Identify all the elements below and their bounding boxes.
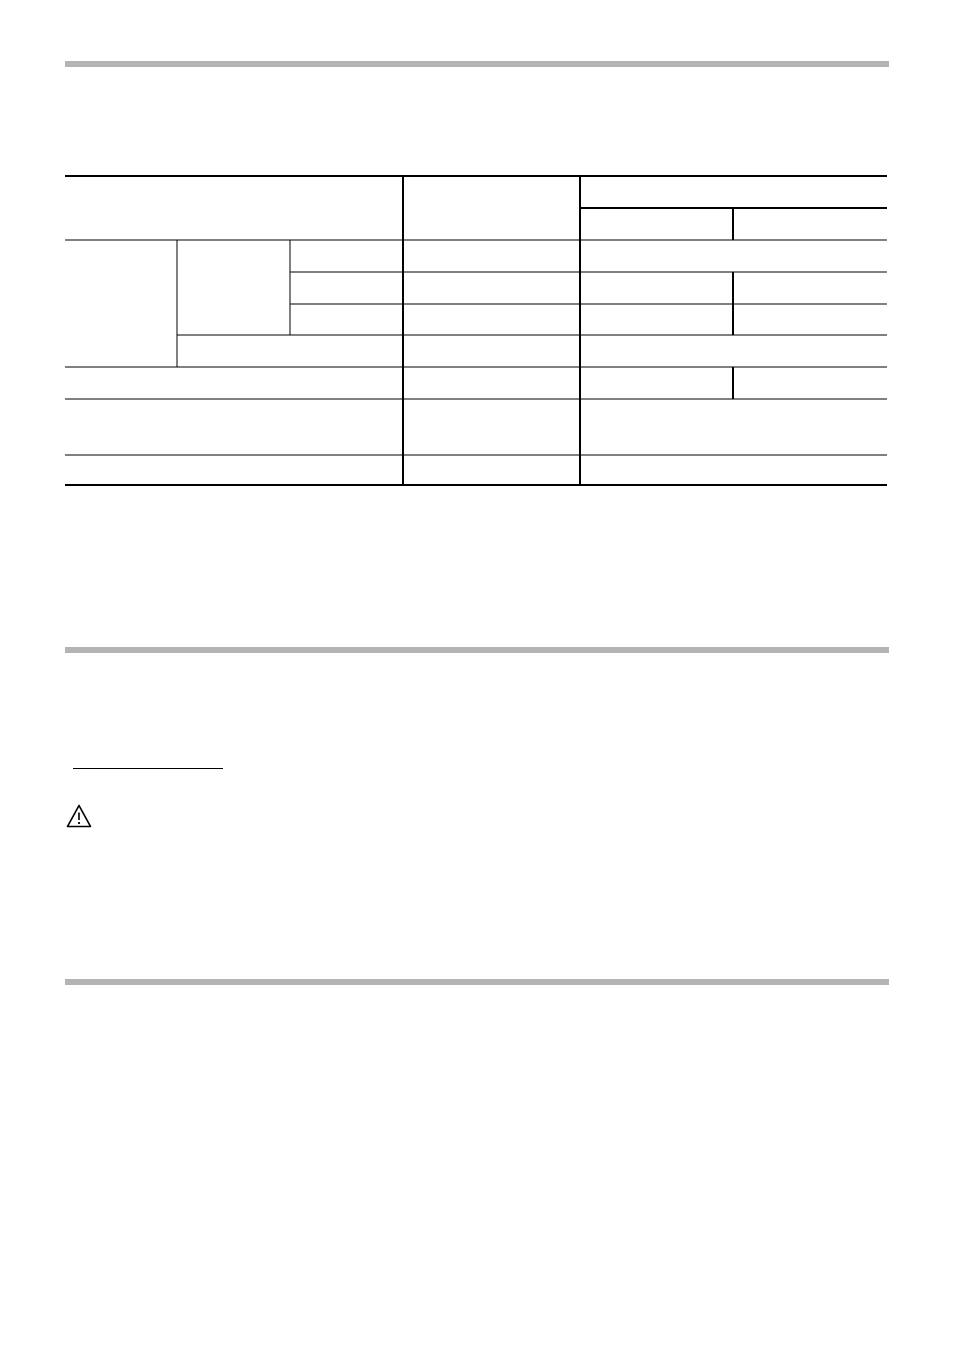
section-divider-specifications [65, 61, 889, 67]
warning-triangle-icon [66, 804, 92, 828]
section-divider-safety [65, 647, 889, 653]
section-divider-next [65, 979, 889, 985]
specifications-table-grid [65, 175, 887, 486]
safety-subheading-underline [73, 768, 223, 769]
specifications-table [65, 175, 887, 486]
